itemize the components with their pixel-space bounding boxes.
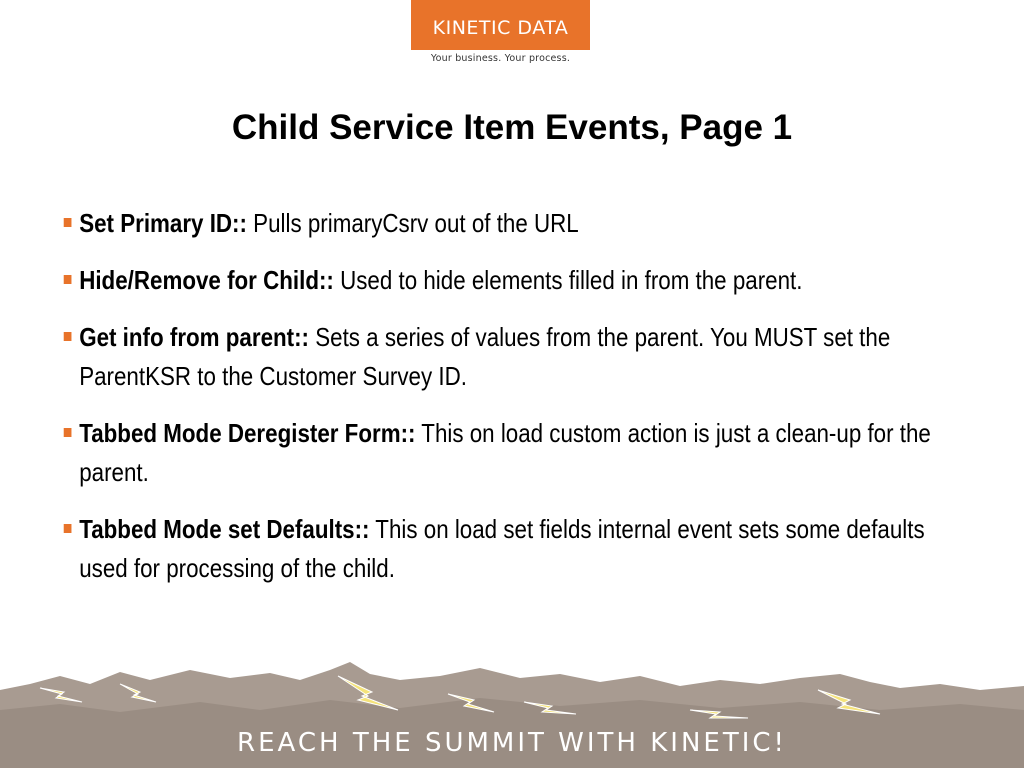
kinetic-data-logo: [411, 0, 590, 50]
bullet-text: Used to hide elements filled in from the parent.: [333, 265, 803, 295]
footer-slogan: REACH THE SUMMIT WITH KINETIC!: [237, 728, 787, 758]
bullet-text: Pulls primaryCsrv out of the URL: [246, 208, 579, 238]
bullet-term: Tabbed Mode set Defaults::: [79, 514, 370, 544]
logo-text: KINETIC DATA: [432, 17, 569, 39]
bullet-item: [62, 414, 978, 492]
bullet-text: Sets a series of values from the parent. You MUST set the ParentKSR to the Customer Survey ID.: [79, 322, 891, 391]
bullet-item: [62, 261, 978, 300]
bullet-text: This on load custom action is just a clean-up for the parent.: [79, 418, 931, 487]
bullet-term: Get info from parent::: [79, 322, 310, 352]
bullet-term: Set Primary ID::: [79, 208, 247, 238]
slide-title: Child Service Item Events, Page 1: [231, 108, 793, 147]
bullet-square-icon: [64, 275, 72, 284]
bullet-term: Tabbed Mode Deregister Form::: [79, 418, 416, 448]
bullet-item: [62, 204, 978, 243]
logo-tagline: Your business. Your process.: [430, 53, 571, 64]
bullet-square-icon: [64, 332, 72, 341]
bullet-item: [62, 510, 978, 588]
bullet-text: This on load set fields internal event sets some defaults used for processing of the child.: [79, 514, 925, 583]
bullet-term: Hide/Remove for Child::: [79, 265, 334, 295]
bullet-square-icon: [64, 524, 72, 533]
bullet-list: [62, 204, 962, 606]
bullet-square-icon: [64, 218, 72, 227]
bullet-item: [62, 318, 978, 396]
bullet-square-icon: [64, 428, 72, 437]
